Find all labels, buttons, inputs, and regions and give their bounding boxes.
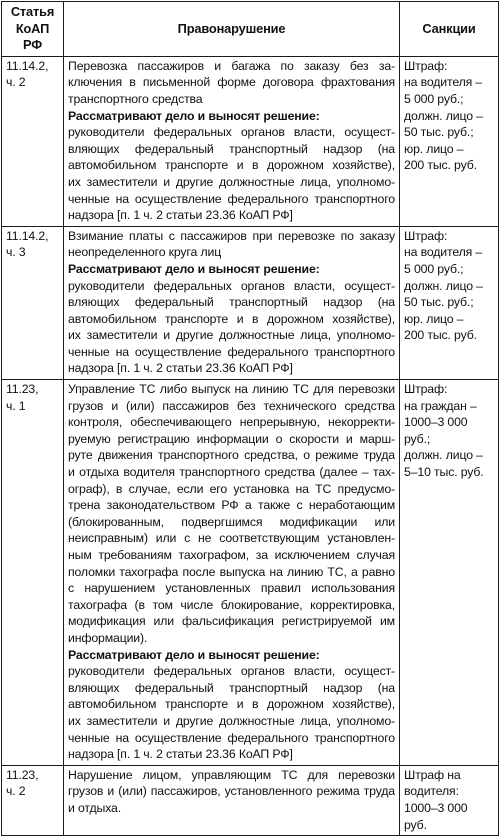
- violation-cell: [64, 56, 400, 226]
- article-number: 11.23,: [6, 382, 39, 397]
- review-authority-line: их заместители и другие должностные лица, уполномо-: [68, 174, 395, 189]
- sanctions-cell: [400, 765, 499, 835]
- review-authority-title: Рассматривают дело и выносят решение:: [68, 261, 320, 276]
- sanction-line: 200 тыс. руб.: [404, 158, 477, 173]
- article-cell: [2, 56, 64, 226]
- article-number: 11.14.2,: [6, 228, 49, 243]
- violation-cell: [64, 765, 400, 835]
- sanction-line: должн. лицо –: [404, 278, 483, 293]
- table-row: [2, 226, 499, 379]
- violation-text-line: неисправным) или с не соответствующим установлен-: [68, 531, 395, 546]
- violation-text-line: ключения в письменной форме договора фрахтования: [68, 75, 395, 90]
- table-body: [2, 56, 499, 835]
- review-authority-line: надзора [п. 1 ч. 2 статьи 23.36 КоАП РФ]: [68, 747, 293, 762]
- violation-text-line: грузов и (или) пассажиров без технического средства: [68, 398, 395, 413]
- sanction-line: 50 тыс. руб.;: [404, 295, 474, 310]
- violation-text-line: с нарушением установленных правил использования: [68, 581, 395, 596]
- review-authority-line: ченные на осуществление федерального транспортного: [68, 344, 395, 359]
- article-number: ч. 3: [6, 245, 26, 260]
- review-authority-line: вляющих федеральный транспортный надзор (на: [68, 295, 395, 310]
- sanction-line: 1000–3 000: [404, 415, 468, 430]
- sanction-line: юр. лицо –: [404, 311, 464, 326]
- review-authority-line: руководители федеральных органов власти, осущест-: [68, 125, 395, 140]
- review-authority-line: их заместители и другие должностные лица, уполномо-: [68, 328, 395, 343]
- penalties-table: [1, 1, 499, 836]
- violation-text-line: информации).: [68, 630, 148, 645]
- article-number: ч. 2: [6, 784, 26, 799]
- review-authority-line: ченные на осуществление федерального транспортного: [68, 191, 395, 206]
- header-row: [2, 2, 499, 57]
- violation-text-line: и отдыха водителя транспортного средства (далее – тах-: [68, 465, 395, 480]
- review-authority-line: их заместители и другие должностные лица, уполномо-: [68, 713, 395, 728]
- sanction-line: юр. лицо –: [404, 141, 464, 156]
- violation-text-line: грузов и (или) пассажиров, установленного режима труда: [68, 784, 395, 799]
- table-row: [2, 56, 499, 226]
- sanction-line: руб.: [404, 817, 427, 832]
- sanction-line: водителя:: [404, 784, 459, 799]
- header-article-line: Статья: [10, 4, 55, 19]
- sanction-line: руб.;: [404, 431, 431, 446]
- article-cell: [2, 765, 64, 835]
- violation-text-line: Нарушение лицом, управляющим ТС для перевозки: [68, 767, 395, 782]
- review-authority-line: руководители федеральных органов власти, осущест-: [68, 664, 395, 679]
- column-header-violation: Правонарушение: [64, 2, 400, 57]
- sanctions-cell: [400, 380, 499, 766]
- sanction-line: Штраф:: [404, 228, 448, 243]
- review-authority-line: надзора [п. 1 ч. 2 статьи 23.36 КоАП РФ]: [68, 361, 293, 376]
- review-authority-line: руководители федеральных органов власти, осущест-: [68, 278, 395, 293]
- review-authority-line: автомобильном транспорте и в дорожном хозяйстве),: [68, 311, 395, 326]
- sanction-line: Штраф на: [404, 767, 461, 782]
- violation-text-line: руемую регистрацию информации о скорости и марш-: [68, 431, 395, 446]
- violation-text-line: модификация или фальсификация регистрируемой им: [68, 614, 395, 629]
- sanction-line: 5–10 тыс. руб.: [404, 465, 484, 480]
- table-row: [2, 380, 499, 766]
- column-header-sanctions: Санкции: [400, 2, 499, 57]
- violation-cell: [64, 226, 400, 379]
- review-authority-line: автомобильном транспорте и в дорожном хозяйстве),: [68, 158, 395, 173]
- sanction-line: Штраф:: [404, 58, 448, 73]
- sanction-line: на водителя –: [404, 75, 483, 90]
- sanctions-cell: [400, 226, 499, 379]
- violation-text-line: (блокированным, подвергшимся модификации или: [68, 514, 395, 529]
- article-number: ч. 2: [6, 75, 26, 90]
- violation-text-line: транспортного средства: [68, 91, 203, 106]
- sanction-line: на граждан –: [404, 398, 477, 413]
- violation-text-line: неопределенного круга лиц: [68, 245, 222, 260]
- review-authority-title: Рассматривают дело и выносят решение:: [68, 647, 320, 662]
- violation-text-line: и отдыха.: [68, 800, 122, 815]
- review-authority-line: вляющих федеральный транспортный надзор (на: [68, 680, 395, 695]
- violation-text-line: Взимание платы с пассажиров при перевозке по заказу: [68, 228, 395, 243]
- header-article-line: РФ: [23, 37, 42, 53]
- violation-text-line: Управление ТС либо выпуск на линию ТС для перевозки: [68, 382, 395, 397]
- violation-text-line: руте движения транспортного средства, о режиме труда: [68, 448, 395, 463]
- sanction-line: 50 тыс. руб.;: [404, 125, 474, 140]
- header-article-line: КоАП: [15, 20, 50, 36]
- violation-text-line: Перевозка пассажиров и багажа по заказу без за-: [68, 58, 395, 73]
- sanction-line: должн. лицо –: [404, 448, 483, 463]
- violation-text-line: контроля, обеспечивающего непрерывную, некорректи-: [68, 415, 395, 430]
- article-number: 11.14.2,: [6, 58, 49, 73]
- column-header-article: [2, 2, 64, 57]
- review-authority-title: Рассматривают дело и выносят решение:: [68, 108, 320, 123]
- sanction-line: 200 тыс. руб.: [404, 328, 477, 343]
- violation-cell: [64, 380, 400, 766]
- table-row: [2, 765, 499, 835]
- sanction-line: на водителя –: [404, 245, 483, 260]
- violation-text-line: ным требованиям тахографом, за исключением случая: [68, 548, 395, 562]
- sanction-line: 5 000 руб.;: [404, 91, 464, 106]
- review-authority-line: надзора [п. 1 ч. 2 статьи 23.36 КоАП РФ]: [68, 208, 293, 223]
- article-cell: [2, 380, 64, 766]
- review-authority-line: автомобильном транспорте и в дорожном хозяйстве),: [68, 697, 395, 712]
- sanction-line: 5 000 руб.;: [404, 261, 464, 276]
- violation-text-line: ограф), в случае, если его установка на ТС предусмо-: [68, 481, 395, 496]
- review-authority-line: ченные на осуществление федерального транспортного: [68, 730, 395, 745]
- article-number: ч. 1: [6, 398, 26, 413]
- violation-text-line: поломки тахографа после выпуска на линию ТС, а равно: [68, 564, 395, 579]
- sanction-line: 1000–3 000: [404, 800, 468, 815]
- violation-text-line: тахографа (в том числе блокирование, корректировка,: [68, 597, 395, 612]
- sanction-line: Штраф:: [404, 382, 448, 397]
- sanction-line: должн. лицо –: [404, 108, 483, 123]
- violation-text-line: трена законодательством РФ а также с неработающим: [68, 498, 395, 513]
- review-authority-line: вляющих федеральный транспортный надзор (на: [68, 141, 395, 156]
- sanctions-cell: [400, 56, 499, 226]
- article-cell: [2, 226, 64, 379]
- article-number: 11.23,: [6, 767, 39, 782]
- table-header: [2, 2, 499, 57]
